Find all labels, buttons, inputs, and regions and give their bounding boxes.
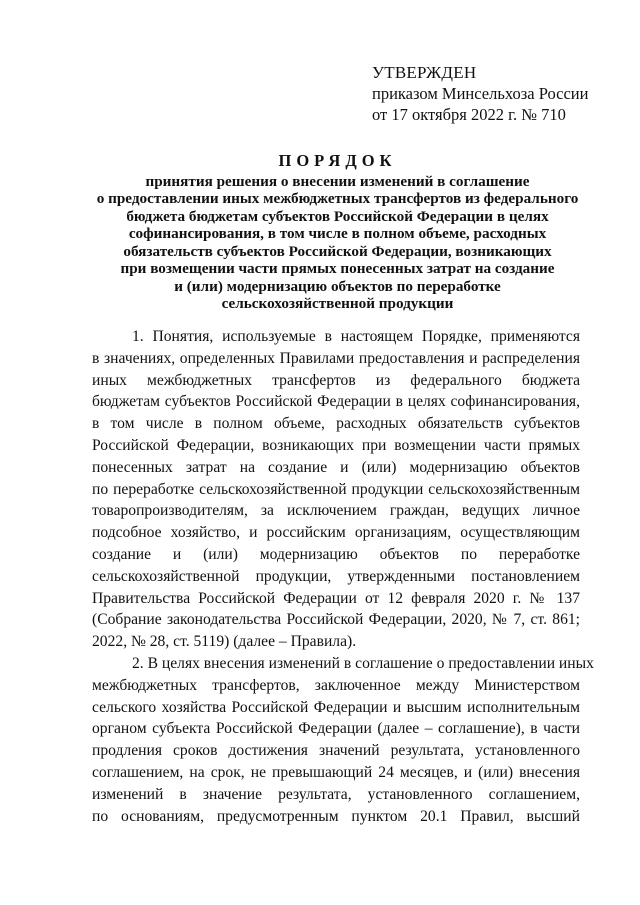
- approval-stamp: [372, 62, 622, 125]
- text-line: органом субъекта Российской Федерации (далее – соглашение), в части: [92, 720, 580, 738]
- title-line: принятия решения о внесении изменений в соглашение: [145, 172, 530, 190]
- text-line: понесенных затрат на создание и (или) модернизацию объектов: [92, 458, 580, 476]
- text-line: в значениях, определенных Правилами предоставления и распределения: [92, 349, 580, 367]
- text-line: в том числе в полном объеме, расходных обязательств субъектов: [92, 415, 580, 433]
- text-line: товаропроизводителям, за исключением граждан, ведущих личное: [92, 502, 580, 520]
- title-line: сельскохозяйственной продукции: [221, 295, 454, 312]
- paragraph-1: [92, 326, 580, 653]
- text-line: бюджетам субъектов Российской Федерации в целях софинансирования,: [92, 393, 580, 411]
- text-line: создание и (или) модернизацию объектов по переработке: [92, 545, 580, 563]
- title-line: о предоставлении иных межбюджетных трансфертов из федерального: [96, 190, 579, 207]
- paragraph-2: [92, 653, 594, 827]
- document-body: [92, 326, 594, 827]
- title-line: бюджета бюджетам субъектов Российской Федерации в целях: [126, 207, 549, 225]
- text-line: 2. В целях внесения изменений в соглашение о предоставлении иных: [132, 654, 594, 672]
- text-line: изменений в значение результата, установленного соглашением,: [92, 785, 580, 803]
- text-line: иных межбюджетных трансфертов из федерального бюджета: [92, 371, 580, 389]
- text-line: Российской Федерации, возникающих при возмещении части прямых: [92, 436, 580, 454]
- text-line: межбюджетных трансфертов, заключенное между Министерством: [92, 676, 580, 694]
- title-line: софинансирования, в том числе в полном объеме, расходных: [128, 225, 547, 242]
- document-title: [95, 152, 580, 313]
- text-line: соглашением, на срок, не превышающий 24 месяцев, и (или) внесения: [92, 763, 580, 781]
- text-line: по переработке сельскохозяйственной продукции сельскохозяйственным: [92, 480, 580, 498]
- text-line: по основаниям, предусмотренным пунктом 20.1 Правил, высший: [92, 807, 580, 825]
- text-line: сельскохозяйственной продукции, утвержденными постановлением: [92, 567, 580, 585]
- title-main: ПОРЯДОК: [278, 151, 397, 170]
- title-line: обязательств субъектов Российской Федерации, возникающих: [123, 242, 552, 260]
- text-line: сельского хозяйства Российской Федерации и высшим исполнительным: [92, 698, 580, 716]
- title-line: и (или) модернизацию объектов по переработке: [174, 277, 501, 295]
- text-line: (Собрание законодательства Российской Федерации, 2020, № 7, ст. 861;: [92, 611, 580, 629]
- approval-order-line: приказом Минсельхоза России: [372, 84, 589, 103]
- text-line: 1. Понятия, используемые в настоящем Порядке, применяются: [132, 328, 580, 345]
- text-line: Правительства Российской Федерации от 12 февраля 2020 г. № 137: [92, 589, 580, 607]
- title-line: при возмещении части прямых понесенных затрат на создание: [120, 260, 555, 277]
- text-line: 2022, № 28, ст. 5119) (далее – Правила).: [92, 633, 357, 651]
- approval-heading: УТВЕРЖДЕН: [372, 63, 477, 82]
- text-line: продления сроков достижения значений результата, установленного: [92, 742, 580, 760]
- approval-date-line: от 17 октября 2022 г. № 710: [372, 105, 566, 124]
- text-line: подсобное хозяйство, и российским организациям, осуществляющим: [92, 524, 580, 542]
